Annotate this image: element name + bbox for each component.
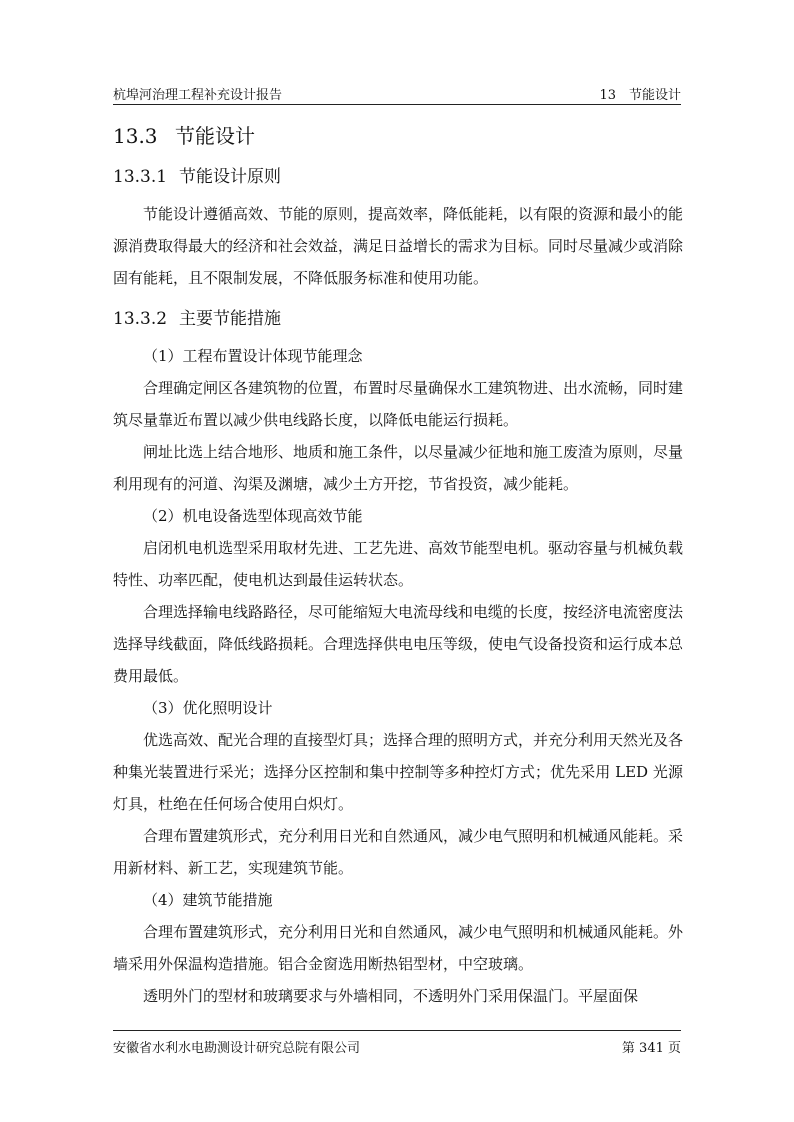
item2-paragraph-1: 启闭机电机选型采用取材先进、工艺先进、高效节能型电机。驱动容量与机械负载特性、功率匹配，使电机达到最佳运转状态。 [113, 539, 684, 589]
item-heading-4: （4）建筑节能措施 [143, 891, 273, 909]
page-header [113, 80, 681, 105]
item4-paragraph-1: 合理布置建筑形式，充分利用日光和自然通风，减少电气照明和机械通风能耗。外墙采用外保温构造措施。铝合金窗选用断热铝型材，中空玻璃。 [113, 923, 684, 973]
page-footer [113, 1030, 681, 1057]
item3-paragraph-1: 优选高效、配光合理的直接型灯具；选择合理的照明方式，并充分利用天然光及各种集光装置进行采光；选择分区控制和集中控制等多种控灯方式；优先采用 LED 光源灯具，杜绝在任何场合使用白炽灯。 [113, 731, 684, 813]
item3-paragraph-2: 合理布置建筑形式，充分利用日光和自然通风，减少电气照明和机械通风能耗。采用新材料、新工艺，实现建筑节能。 [113, 827, 684, 877]
item2-paragraph-2: 合理选择输电线路路径，尽可能缩短大电流母线和电缆的长度，按经济电流密度法选择导线截面，降低线路损耗。合理选择供电电压等级，使电气设备投资和运行成本总费用最低。 [113, 603, 684, 685]
footer-page-number: 第 341 页 [621, 1041, 681, 1056]
header-chapter: 13 节能设计 [599, 88, 681, 103]
subsection-heading-2 [113, 306, 683, 332]
header-report-title: 杭埠河治理工程补充设计报告 [113, 88, 283, 103]
item-heading-1: （1）工程布置设计体现节能理念 [143, 347, 363, 365]
subsection-number-2: 13.3.2 [113, 309, 168, 329]
item-heading-2: （2）机电设备选型体现高效节能 [143, 507, 363, 525]
item1-paragraph-2: 闸址比选上结合地形、地质和施工条件，以尽量减少征地和施工废渣为原则，尽量利用现有的河道、沟渠及渊塘，减少土方开挖，节省投资，减少能耗。 [113, 443, 684, 493]
section-number: 13.3 [113, 124, 158, 148]
subsection-title-2: 主要节能措施 [179, 309, 281, 329]
paragraph-principles: 节能设计遵循高效、节能的原则，提高效率，降低能耗，以有限的资源和最小的能源消费取得最大的经济和社会效益，满足日益增长的需求为目标。同时尽量减少或消除固有能耗，且不限制发展，不降低服务标准和使用功能。 [113, 205, 684, 287]
footer-organization: 安徽省水利水电勘测设计研究总院有限公司 [113, 1041, 361, 1056]
item-heading-3: （3）优化照明设计 [143, 699, 273, 717]
section-title: 节能设计 [175, 124, 255, 148]
section-heading [113, 122, 683, 150]
subsection-number-1: 13.3.1 [113, 167, 168, 187]
page-content [113, 112, 683, 1012]
item4-paragraph-2: 透明外门的型材和玻璃要求与外墙相同，不透明外门采用保温门。平屋面保 [143, 987, 639, 1005]
subsection-title-1: 节能设计原则 [179, 167, 281, 187]
subsection-heading-1 [113, 164, 683, 190]
item1-paragraph-1: 合理确定闸区各建筑物的位置，布置时尽量确保水工建筑物进、出水流畅，同时建筑尽量靠近布置以减少供电线路长度，以降低电能运行损耗。 [113, 379, 684, 429]
